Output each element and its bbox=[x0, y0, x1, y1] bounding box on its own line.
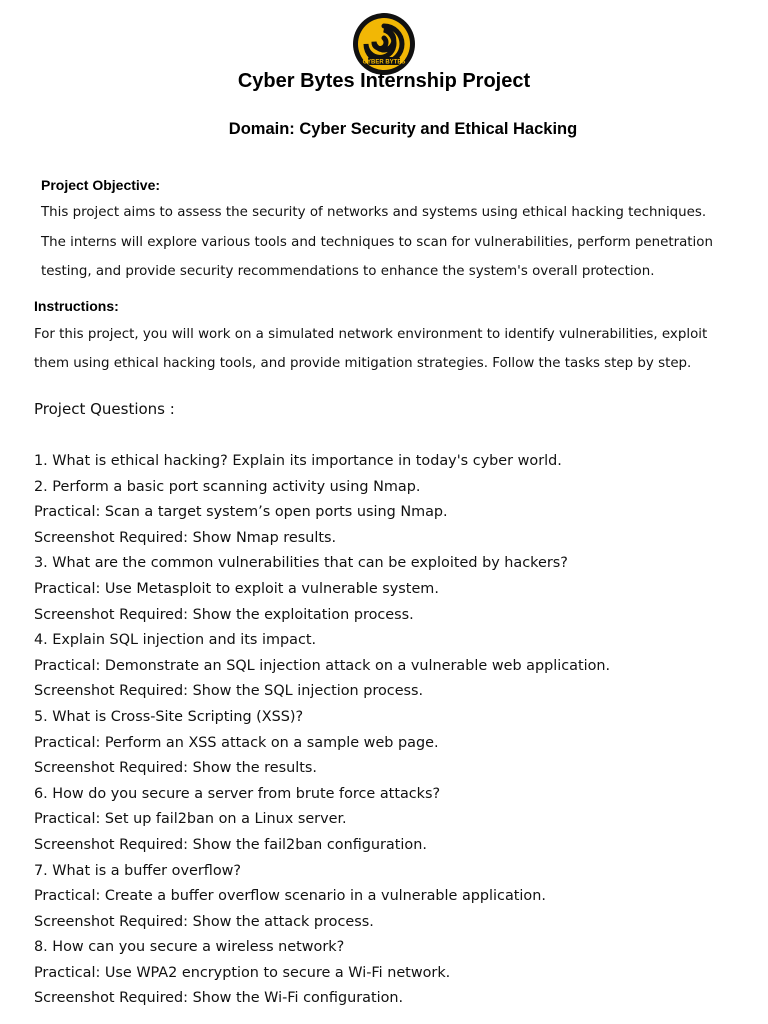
instructions-line: For this project, you will work on a simulated network environment to identify vulnerabilities, exploit bbox=[34, 327, 708, 342]
question-line: 6. How do you secure a server from brute force attacks? bbox=[34, 785, 441, 802]
document-title: Cyber Bytes Internship Project bbox=[237, 70, 531, 92]
domain-subtitle: Domain: Cyber Security and Ethical Hacking bbox=[228, 120, 578, 138]
screenshot-line: Screenshot Required: Show the exploitation process. bbox=[34, 606, 414, 623]
svg-text:CYBER BYTES: CYBER BYTES bbox=[362, 59, 406, 66]
question-line: 7. What is a buffer overflow? bbox=[34, 862, 242, 879]
practical-line: Practical: Create a buffer overflow scenario in a vulnerable application. bbox=[34, 888, 546, 905]
instructions-heading: Instructions: bbox=[34, 298, 119, 314]
cyber-bytes-logo bbox=[352, 12, 416, 76]
objective-heading: Project Objective: bbox=[41, 177, 161, 193]
practical-line: Practical: Scan a target system’s open ports using Nmap. bbox=[34, 504, 448, 521]
objective-line: This project aims to assess the security of networks and systems using ethical hacking techniques. bbox=[41, 205, 707, 220]
question-line: 8. How can you secure a wireless network? bbox=[34, 939, 345, 956]
questions-heading: Project Questions : bbox=[34, 400, 175, 418]
screenshot-line: Screenshot Required: Show Nmap results. bbox=[34, 529, 337, 546]
questions-list bbox=[34, 450, 754, 1013]
screenshot-line: Screenshot Required: Show the fail2ban configuration. bbox=[34, 836, 427, 853]
question-line: 2. Perform a basic port scanning activity using Nmap. bbox=[34, 478, 421, 495]
practical-line: Practical: Demonstrate an SQL injection attack on a vulnerable web application. bbox=[34, 657, 611, 674]
practical-line: Practical: Perform an XSS attack on a sample web page. bbox=[34, 734, 439, 751]
screenshot-line: Screenshot Required: Show the SQL injection process. bbox=[34, 683, 424, 700]
objective-line: The interns will explore various tools and techniques to scan for vulnerabilities, perform penetration bbox=[41, 235, 713, 250]
practical-line: Practical: Use Metasploit to exploit a vulnerable system. bbox=[34, 580, 439, 597]
question-line: 4. Explain SQL injection and its impact. bbox=[34, 632, 317, 649]
practical-line: Practical: Use WPA2 encryption to secure a Wi-Fi network. bbox=[34, 964, 451, 981]
question-line: 3. What are the common vulnerabilities that can be exploited by hackers? bbox=[34, 555, 568, 572]
question-line: 5. What is Cross-Site Scripting (XSS)? bbox=[34, 708, 304, 725]
screenshot-line: Screenshot Required: Show the results. bbox=[34, 760, 317, 777]
screenshot-line: Screenshot Required: Show the attack process. bbox=[34, 913, 374, 930]
screenshot-line: Screenshot Required: Show the Wi-Fi configuration. bbox=[34, 990, 404, 1007]
objective-line: testing, and provide security recommendations to enhance the system's overall protection. bbox=[41, 264, 655, 279]
instructions-line: them using ethical hacking tools, and provide mitigation strategies. Follow the tasks step by step. bbox=[34, 356, 692, 371]
question-line: 1. What is ethical hacking? Explain its importance in today's cyber world. bbox=[34, 453, 562, 469]
practical-line: Practical: Set up fail2ban on a Linux server. bbox=[34, 811, 347, 828]
